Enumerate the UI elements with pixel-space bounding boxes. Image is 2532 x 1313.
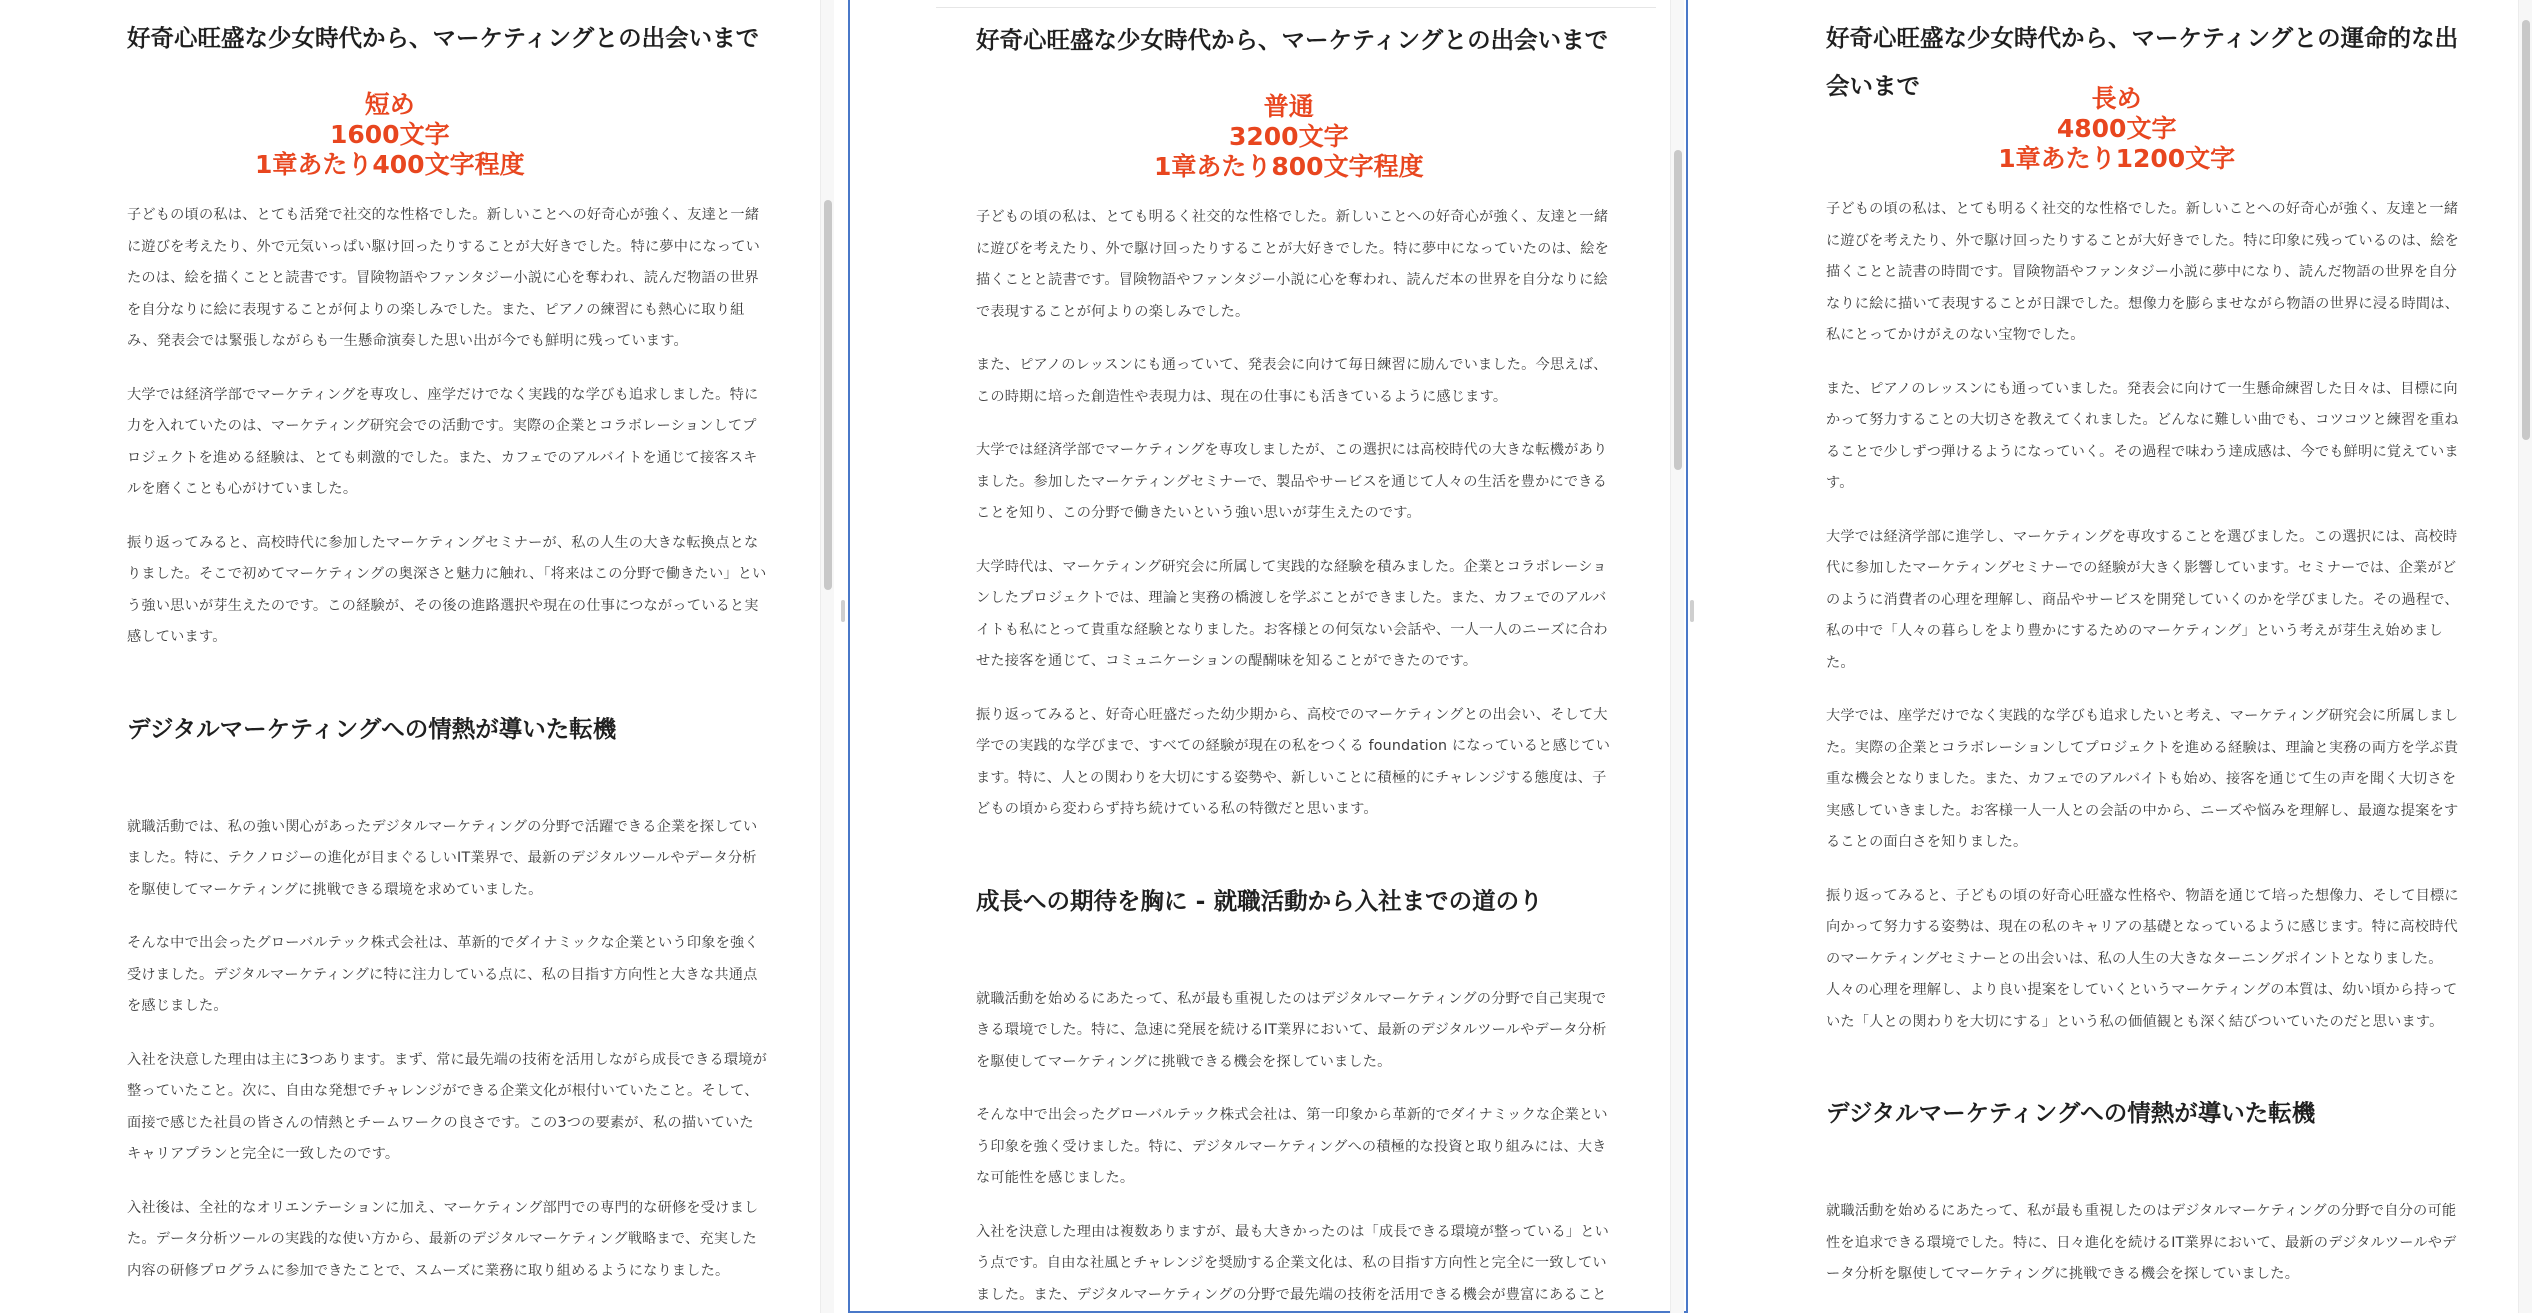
paragraph: 就職活動を始めるにあたって、私が最も重視したのはデジタルマーケティングの分野で自分の可能性を追求できる環境でした。特に、日々進化を続けるIT業界において、最新のデジタルツールやデータ分析を駆使してマーケティングに挑戦できる機会を探していました。 bbox=[1826, 1203, 2457, 1282]
paragraph: 大学では、座学だけでなく実践的な学びも追求したいと考え、マーケティング研究会に所属しました。実際の企業とコラボレーションしてプロジェクトを進める経験は、理論と実務の両方を学ぶ貴重な機会となりました。また、カフェでのアルバイトも始め、接客を通じて生の声を聞く大切さを実感していきました。お客様一人一人との会話の中から、ニーズや悩みを理解し、最適な提案をすることの面白さを知りました。 bbox=[1826, 708, 2459, 850]
paragraph: 就職活動では、私の強い関心があったデジタルマーケティングの分野で活躍できる企業を探していました。特に、テクノロジーの進化が目まぐるしいIT業界で、最新のデジタルツールやデータ分析を駆使してマーケティングに挑戦できる環境を求めていました。 bbox=[127, 818, 758, 898]
section-heading: デジタルマーケティングへの情熱が導いた転機 bbox=[127, 714, 617, 743]
resize-handle[interactable] bbox=[841, 600, 845, 622]
paragraph: 入社を決意した理由は複数ありますが、最も大きかったのは「成長できる環境が整っている」という点です。自由な社風とチャレンジを奨励する企業文化は、私の目指す方向性と完全に一致していました。また、デジタルマーケティングの分野で最先端の技術を活用できる機会が豊富にあること bbox=[976, 1223, 1610, 1303]
article-title-text: 好奇心旺盛な少女時代から、マーケティングとの運命的な出会いまで bbox=[1826, 24, 2459, 100]
paragraph: 入社を決意した理由は主に3つあります。まず、常に最先端の技術を活用しながら成長できる環境が整っていたこと。次に、自由な発想でチャレンジができる企業文化が根付いていたこと。そして、面接で感じた社員の皆さんの情熱とチームワークの良さです。この3つの要素が、私の描いていたキャリアプランと完全に一致したのです。 bbox=[127, 1051, 768, 1162]
length-tag-label: 短め bbox=[364, 90, 415, 119]
paragraph: また、ピアノのレッスンにも通っていました。発表会に向けて一生懸命練習した日々は、目標に向かって努力することの大切さを教えてくれました。どんなに難しい曲でも、コツコツと練習を重ねることで少しずつ弾けるようになっていく。その過程で味わう達成感は、今でも鮮明に覚えています。 bbox=[1826, 380, 2459, 491]
section-heading: 成長への期待を胸に - 就職活動から入社までの道のり bbox=[976, 886, 1543, 915]
length-tag-chars: 4800文字 bbox=[2056, 114, 2177, 143]
paragraph: 子どもの頃の私は、とても明るく社交的な性格でした。新しいことへの好奇心が強く、友達と一緒に遊びを考えたり、外で駆け回ったりすることが大好きでした。特に夢中になっていたのは、絵を描くことと読書です。冒険物語やファンタジー小説に心を奪われ、読んだ本の世界を自分なりに絵で表現することが何よりの楽しみでした。 bbox=[976, 209, 1610, 320]
scrollbar[interactable] bbox=[2518, 0, 2532, 1313]
article-title bbox=[127, 14, 767, 180]
paragraph: 大学では経済学部でマーケティングを専攻し、座学だけでなく実践的な学びも追求しました。特に力を入れていたのは、マーケティング研究会での活動です。実際の企業とコラボレーションしてプロジェクトを進める経験は、とても刺激的でした。また、カフェでのアルバイトを通じて接客スキルを磨くことも心がけていました。 bbox=[127, 386, 759, 497]
length-tag-per-chapter: 1章あたり400文字程度 bbox=[255, 150, 525, 179]
paragraph: 振り返ってみると、高校時代に参加したマーケティングセミナーが、私の人生の大きな転換点となりました。そこで初めてマーケティングの奥深さと魅力に触れ、「将来はこの分野で働きたい」という強い思いが芽生えたのです。この経験が、その後の進路選択や現在の仕事につながっていると実感しています。 bbox=[127, 534, 767, 645]
length-tag bbox=[1998, 84, 2235, 174]
panel-content bbox=[976, 0, 1616, 1311]
length-tag bbox=[255, 90, 525, 180]
paragraph: 大学時代は、マーケティング研究会に所属して実践的な経験を積みました。企業とコラボレーションしたプロジェクトでは、理論と実務の橋渡しを学ぶことができました。また、カフェでのアルバイトも私にとって貴重な経験となりました。お客様との何気ない会話や、一人一人のニーズに合わせた接客を通じて、コミュニケーションの醍醐味を知ることができたのです。 bbox=[976, 558, 1608, 669]
scrollbar[interactable] bbox=[1670, 0, 1684, 1313]
paragraph: 大学では経済学部に進学し、マーケティングを専攻することを選びました。この選択には、高校時代に参加したマーケティングセミナーでの経験が大きく影響しています。セミナーでは、企業がどのように消費者の心理を理解し、商品やサービスを開発していくのかを学びました。その過程で、私の中で「人々の暮らしをより豊かにするためのマーケティング」という考えが芽生え始めました。 bbox=[1826, 528, 2459, 671]
paragraph: そんな中で出会ったグローバルテック株式会社は、革新的でダイナミックな企業という印象を強く受けました。デジタルマーケティングに特に注力している点に、私の目指す方向性と大きな共通点を感じました。 bbox=[127, 935, 759, 1014]
scrollbar-thumb[interactable] bbox=[2522, 20, 2530, 440]
panel-normal[interactable] bbox=[848, 0, 1688, 1313]
panel-long[interactable] bbox=[1698, 0, 2532, 1313]
divider bbox=[936, 0, 1656, 8]
length-tag-chars: 3200文字 bbox=[1229, 122, 1349, 151]
paragraph: そんな中で出会ったグローバルテック株式会社は、第一印象から革新的でダイナミックな企業という印象を強く受けました。特に、デジタルマーケティングへの積極的な投資と取り組みには、大きな可能性を感じました。 bbox=[976, 1107, 1608, 1186]
paragraph: また、ピアノのレッスンにも通っていて、発表会に向けて毎日練習に励んでいました。今思えば、この時期に培った創造性や表現力は、現在の仕事にも活きているように感じます。 bbox=[976, 357, 1608, 405]
length-tag-per-chapter: 1章あたり1200文字 bbox=[1998, 144, 2236, 173]
length-tag-label: 長め bbox=[2091, 84, 2142, 113]
article-title bbox=[976, 16, 1616, 182]
paragraph: 大学では経済学部でマーケティングを専攻しましたが、この選択には高校時代の大きな転機がありました。参加したマーケティングセミナーで、製品やサービスを通じて人々の生活を豊かにできることを知り、この分野で働きたいという強い思いが芽生えたのです。 bbox=[976, 442, 1608, 521]
length-tag-chars: 1600文字 bbox=[330, 120, 450, 149]
scrollbar[interactable] bbox=[820, 0, 834, 1313]
article-title bbox=[1826, 14, 2466, 174]
length-tag-per-chapter: 1章あたり800文字程度 bbox=[1154, 152, 1424, 181]
length-tag bbox=[1154, 92, 1424, 182]
paragraph: 就職活動を始めるにあたって、私が最も重視したのはデジタルマーケティングの分野で自己実現できる環境でした。特に、急速に発展を続けるIT業界において、最新のデジタルツールやデータ分析を駆使してマーケティングに挑戦できる機会を探していました。 bbox=[976, 990, 1607, 1070]
length-tag-label: 普通 bbox=[1263, 92, 1314, 121]
paragraph: 振り返ってみると、好奇心旺盛だった幼少期から、高校でのマーケティングとの出会い、そして大学での実践的な学びまで、すべての経験が現在の私をつくる foundation になっていると感じています。特に、人との関わりを大切にする姿勢や、新しいことに積極的にチャレンジする態度は、子どもの頃から変わらず持ち続けている私の特徴だと思います。 bbox=[976, 706, 1611, 817]
article-title-text: 好奇心旺盛な少女時代から、マーケティングとの出会いまで bbox=[127, 24, 760, 52]
paragraph: 入社後は、全社的なオリエンテーションに加え、マーケティング部門での専門的な研修を受けました。データ分析ツールの実践的な使い方から、最新のデジタルマーケティング戦略まで、充実した内容の研修プログラムに参加できたことで、スムーズに業務に取り組めるようになりました。 bbox=[127, 1199, 759, 1279]
panel-content bbox=[1826, 14, 2466, 1291]
paragraph: 子どもの頃の私は、とても明るく社交的な性格でした。新しいことへの好奇心が強く、友達と一緒に遊びを考えたり、外で駆け回ったりすることが大好きでした。特に印象に残っているのは、絵を描くことと読書の時間です。冒険物語やファンタジー小説に夢中になり、読んだ物語の世界を自分なりに絵に描いて表現することが日課でした。想像力を膨らませながら物語の世界に浸る時間は、私にとってかけがえのない宝物でした。 bbox=[1826, 201, 2460, 343]
scrollbar-thumb[interactable] bbox=[824, 200, 832, 590]
section-heading: デジタルマーケティングへの情熱が導いた転機 bbox=[1826, 1099, 2316, 1127]
scrollbar-thumb[interactable] bbox=[1674, 150, 1682, 470]
paragraph: 振り返ってみると、子どもの頃の好奇心旺盛な性格や、物語を通じて培った想像力、そして目標に向かって努力する姿勢は、現在の私のキャリアの基礎となっているように感じます。特に高校時代のマーケティングセミナーとの出会いは、私の人生の大きなターニングポイントとなりました。人々の心理を理解し、より良い提案をしていくというマーケティングの本質は、幼い頃から持っていた「人との関わりを大切にする」という私の価値観とも深く結びついていたのだと思います。 bbox=[1826, 887, 2459, 1030]
article-title-text: 好奇心旺盛な少女時代から、マーケティングとの出会いまで bbox=[976, 26, 1609, 54]
panel-short[interactable] bbox=[0, 0, 834, 1313]
resize-handle[interactable] bbox=[1690, 600, 1694, 622]
paragraph: 子どもの頃の私は、とても活発で社交的な性格でした。新しいことへの好奇心が強く、友達と一緒に遊びを考えたり、外で元気いっぱい駆け回ったりすることが大好きでした。特に夢中になっていたのは、絵を描くことと読書です。冒険物語やファンタジー小説に心を奪われ、読んだ物語の世界を自分なりに絵に表現することが何よりの楽しみでした。また、ピアノの練習にも熱心に取り組み、発表会では緊張しながらも一生懸命演奏した思い出が今でも鮮明に残っています。 bbox=[127, 207, 761, 349]
panel-content bbox=[127, 14, 767, 1287]
